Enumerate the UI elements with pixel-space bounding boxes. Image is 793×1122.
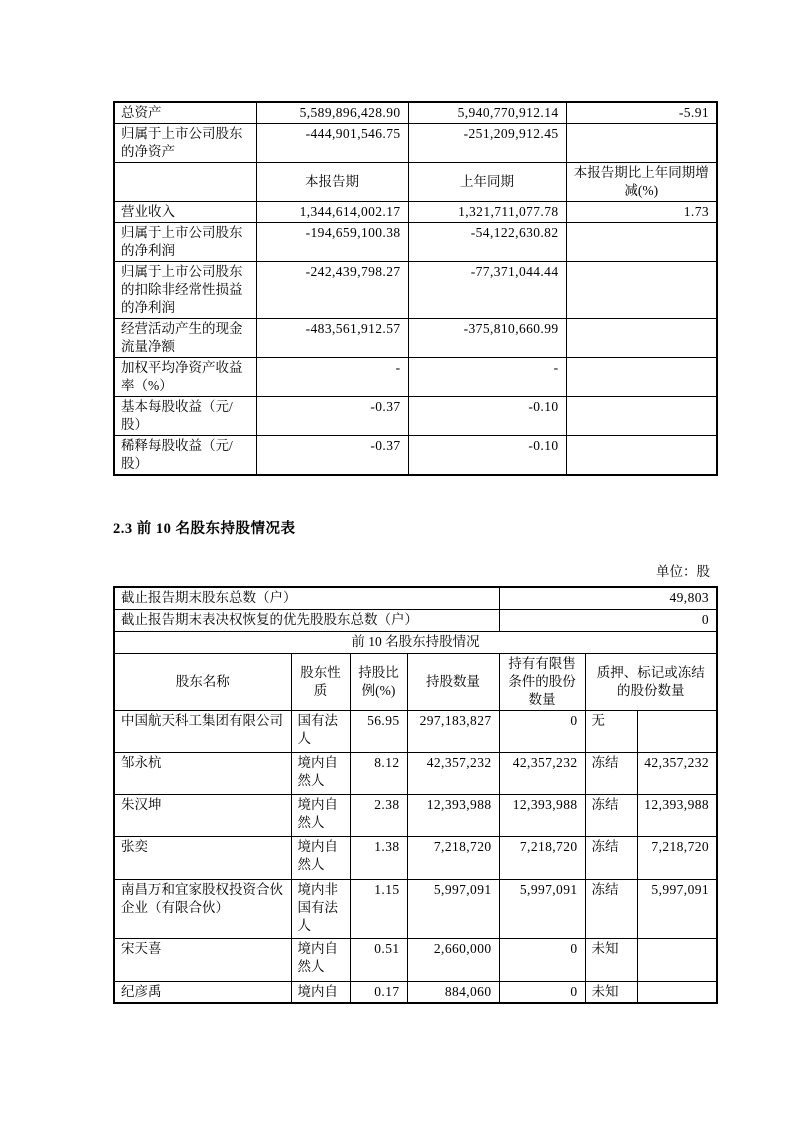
value-current: -0.37 [256, 397, 408, 436]
value-change [566, 262, 717, 319]
summary-value: 0 [499, 609, 717, 631]
value-change [566, 358, 717, 397]
restricted-value: 5,997,091 [499, 879, 585, 938]
shareholder-row [114, 981, 717, 1003]
table-title: 前 10 名股东持股情况 [114, 631, 717, 653]
shareholder-name: 宋天喜 [114, 938, 291, 981]
table-row [114, 397, 717, 436]
shareholder-name: 纪彦禹 [114, 981, 291, 1003]
shareholder-row [114, 794, 717, 836]
value-change [566, 124, 717, 163]
table-row [114, 223, 717, 262]
table-row [114, 124, 717, 163]
table-header-row [114, 653, 717, 710]
row-label: 归属于上市公司股东的扣除非经常性损益的净利润 [114, 262, 256, 319]
header-empty [114, 163, 256, 202]
ratio-value: 1.38 [350, 836, 407, 879]
pledge-status: 未知 [585, 938, 637, 981]
table-row [114, 262, 717, 319]
table-header-row [114, 163, 717, 202]
shareholder-name: 邹永杭 [114, 752, 291, 794]
header-restricted-shares: 持有有限售条件的股份数量 [499, 653, 585, 710]
restricted-value: 12,393,988 [499, 794, 585, 836]
shares-value: 297,183,827 [407, 710, 499, 752]
summary-row [114, 609, 717, 631]
value-current: -444,901,546.75 [256, 124, 408, 163]
shares-value: 5,997,091 [407, 879, 499, 938]
table-row [114, 358, 717, 397]
value-current: - [256, 358, 408, 397]
value-current: -0.37 [256, 436, 408, 476]
pledge-status: 未知 [585, 981, 637, 1003]
value-change [566, 436, 717, 476]
frozen-value: 5,997,091 [637, 879, 717, 938]
frozen-value [637, 710, 717, 752]
value-prior: 5,940,770,912.14 [408, 102, 566, 124]
row-label: 归属于上市公司股东的净资产 [114, 124, 256, 163]
ratio-value: 0.51 [350, 938, 407, 981]
restricted-value: 0 [499, 981, 585, 1003]
value-prior: 1,321,711,077.78 [408, 202, 566, 223]
shareholder-name: 南昌万和宜家股权投资合伙企业（有限合伙） [114, 879, 291, 938]
header-change: 本报告期比上年同期增减(%) [566, 163, 717, 202]
ratio-value: 0.17 [350, 981, 407, 1003]
shareholder-nature: 境内自然人 [291, 938, 350, 981]
pledge-status: 冻结 [585, 794, 637, 836]
row-label: 归属于上市公司股东的净利润 [114, 223, 256, 262]
value-prior: -0.10 [408, 436, 566, 476]
shareholder-name: 中国航天科工集团有限公司 [114, 710, 291, 752]
header-pledge-frozen: 质押、标记或冻结的股份数量 [585, 653, 717, 710]
header-shareholder-nature: 股东性质 [291, 653, 350, 710]
value-prior: -0.10 [408, 397, 566, 436]
restricted-value: 0 [499, 938, 585, 981]
value-current: 5,589,896,428.90 [256, 102, 408, 124]
value-current: -242,439,798.27 [256, 262, 408, 319]
shareholder-row [114, 710, 717, 752]
table-title-row [114, 631, 717, 653]
shareholder-nature: 境内自然人 [291, 752, 350, 794]
row-label: 总资产 [114, 102, 256, 124]
frozen-value [637, 938, 717, 981]
pledge-status: 冻结 [585, 752, 637, 794]
shares-value: 12,393,988 [407, 794, 499, 836]
row-label: 稀释每股收益（元/股） [114, 436, 256, 476]
ratio-value: 56.95 [350, 710, 407, 752]
shareholder-name: 张奕 [114, 836, 291, 879]
restricted-value: 7,218,720 [499, 836, 585, 879]
shareholder-nature: 境内自然人 [291, 794, 350, 836]
table-row [114, 102, 717, 124]
shareholder-row [114, 752, 717, 794]
shares-value: 42,357,232 [407, 752, 499, 794]
header-current-period: 本报告期 [256, 163, 408, 202]
value-prior: -54,122,630.82 [408, 223, 566, 262]
shares-value: 2,660,000 [407, 938, 499, 981]
value-change [566, 397, 717, 436]
value-current: -483,561,912.57 [256, 319, 408, 358]
header-prior-period: 上年同期 [408, 163, 566, 202]
frozen-value: 7,218,720 [637, 836, 717, 879]
shareholder-nature: 国有法人 [291, 710, 350, 752]
financial-indicators-table [113, 101, 718, 476]
header-shareholder-name: 股东名称 [114, 653, 291, 710]
row-label: 基本每股收益（元/股） [114, 397, 256, 436]
shareholders-table [113, 586, 718, 1004]
shareholder-nature: 境内非国有法人 [291, 879, 350, 938]
frozen-value: 42,357,232 [637, 752, 717, 794]
value-change: -5.91 [566, 102, 717, 124]
shares-value: 7,218,720 [407, 836, 499, 879]
summary-label: 截止报告期末表决权恢复的优先股股东总数（户） [114, 609, 499, 631]
section-title: 2.3 前 10 名股东持股情况表 [113, 521, 296, 537]
ratio-value: 1.15 [350, 879, 407, 938]
shareholder-name: 朱汉坤 [114, 794, 291, 836]
value-change [566, 223, 717, 262]
value-prior: -251,209,912.45 [408, 124, 566, 163]
ratio-value: 2.38 [350, 794, 407, 836]
header-shares: 持股数量 [407, 653, 499, 710]
row-label: 加权平均净资产收益率（%） [114, 358, 256, 397]
ratio-value: 8.12 [350, 752, 407, 794]
row-label: 营业收入 [114, 202, 256, 223]
value-change [566, 319, 717, 358]
shareholder-row [114, 836, 717, 879]
table-row [114, 436, 717, 476]
table-row [114, 319, 717, 358]
summary-label: 截止报告期末股东总数（户） [114, 587, 499, 609]
value-change: 1.73 [566, 202, 717, 223]
value-prior: -77,371,044.44 [408, 262, 566, 319]
unit-label: 单位：股 [656, 564, 710, 579]
restricted-value: 0 [499, 710, 585, 752]
shareholder-nature: 境内自 [291, 981, 350, 1003]
shareholder-nature: 境内自然人 [291, 836, 350, 879]
frozen-value: 12,393,988 [637, 794, 717, 836]
value-prior: - [408, 358, 566, 397]
frozen-value [637, 981, 717, 1003]
header-ratio: 持股比例(%) [350, 653, 407, 710]
value-current: 1,344,614,002.17 [256, 202, 408, 223]
value-current: -194,659,100.38 [256, 223, 408, 262]
restricted-value: 42,357,232 [499, 752, 585, 794]
shareholder-row [114, 938, 717, 981]
shareholder-row [114, 879, 717, 938]
value-prior: -375,810,660.99 [408, 319, 566, 358]
row-label: 经营活动产生的现金流量净额 [114, 319, 256, 358]
summary-row [114, 587, 717, 609]
shares-value: 884,060 [407, 981, 499, 1003]
pledge-status: 冻结 [585, 836, 637, 879]
summary-value: 49,803 [499, 587, 717, 609]
table-row [114, 202, 717, 223]
pledge-status: 无 [585, 710, 637, 752]
pledge-status: 冻结 [585, 879, 637, 938]
